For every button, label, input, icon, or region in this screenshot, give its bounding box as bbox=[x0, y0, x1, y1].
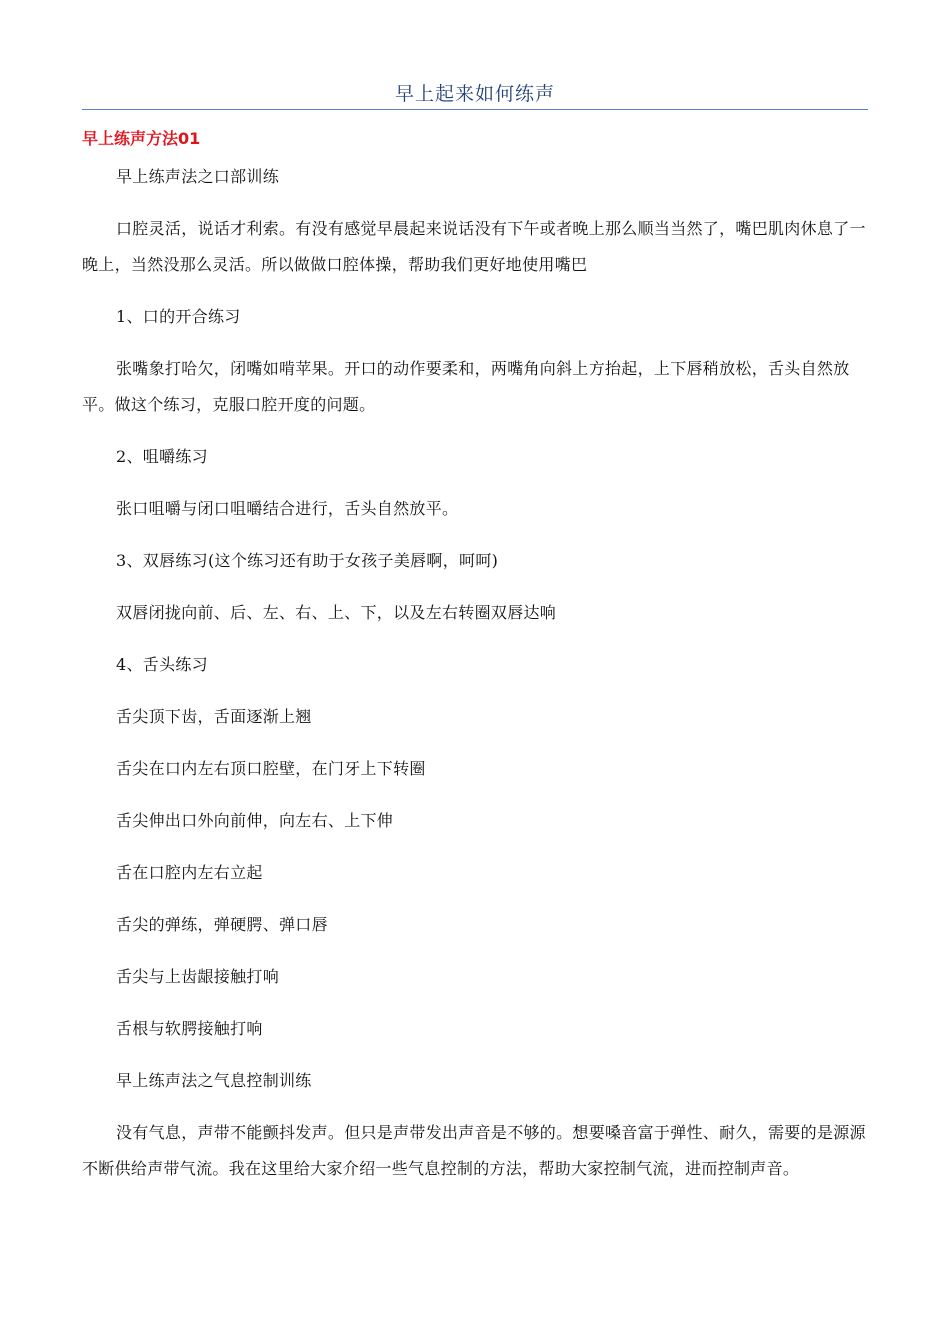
paragraph: 双唇闭拢向前、后、左、右、上、下，以及左右转圈双唇达响 bbox=[116, 603, 557, 622]
paragraph: 3、双唇练习(这个练习还有助于女孩子美唇啊，呵呵) bbox=[116, 551, 499, 570]
paragraph: 舌在口腔内左右立起 bbox=[116, 863, 263, 882]
paragraph: 2、咀嚼练习 bbox=[116, 447, 208, 466]
paragraph: 舌尖在口内左右顶口腔壁，在门牙上下转圈 bbox=[116, 759, 426, 778]
paragraph: 舌尖伸出口外向前伸，向左右、上下伸 bbox=[116, 811, 394, 830]
title-divider bbox=[82, 109, 868, 110]
document-body bbox=[82, 159, 868, 1203]
section-heading: 早上练声方法01 bbox=[82, 129, 201, 148]
paragraph: 早上练声法之气息控制训练 bbox=[116, 1071, 312, 1090]
paragraph: 舌尖顶下齿，舌面逐渐上翘 bbox=[116, 707, 312, 726]
paragraph: 张嘴象打哈欠，闭嘴如啃苹果。开口的动作要柔和，两嘴角向斜上方抬起，上下唇稍放松，舌头自然放平。做这个练习，克服口腔开度的问题。 bbox=[82, 359, 850, 414]
paragraph: 没有气息，声带不能颤抖发声。但只是声带发出声音是不够的。想要嗓音富于弹性、耐久，需要的是源源不断供给声带气流。我在这里给大家介绍一些气息控制的方法，帮助大家控制气流，进而控制声音。 bbox=[82, 1123, 866, 1178]
paragraph: 1、口的开合练习 bbox=[116, 307, 241, 326]
paragraph: 口腔灵活，说话才利索。有没有感觉早晨起来说话没有下午或者晚上那么顺当当然了，嘴巴肌肉休息了一晚上，当然没那么灵活。所以做做口腔体操，帮助我们更好地使用嘴巴 bbox=[82, 219, 866, 274]
paragraph: 4、舌头练习 bbox=[116, 655, 208, 674]
document-title: 早上起来如何练声 bbox=[394, 83, 555, 105]
paragraph: 早上练声法之口部训练 bbox=[116, 167, 280, 186]
paragraph: 张口咀嚼与闭口咀嚼结合进行，舌头自然放平。 bbox=[116, 499, 459, 518]
paragraph: 舌尖与上齿龈接触打响 bbox=[116, 967, 280, 986]
paragraph: 舌尖的弹练，弹硬腭、弹口唇 bbox=[116, 915, 328, 934]
paragraph: 舌根与软腭接触打响 bbox=[116, 1019, 263, 1038]
